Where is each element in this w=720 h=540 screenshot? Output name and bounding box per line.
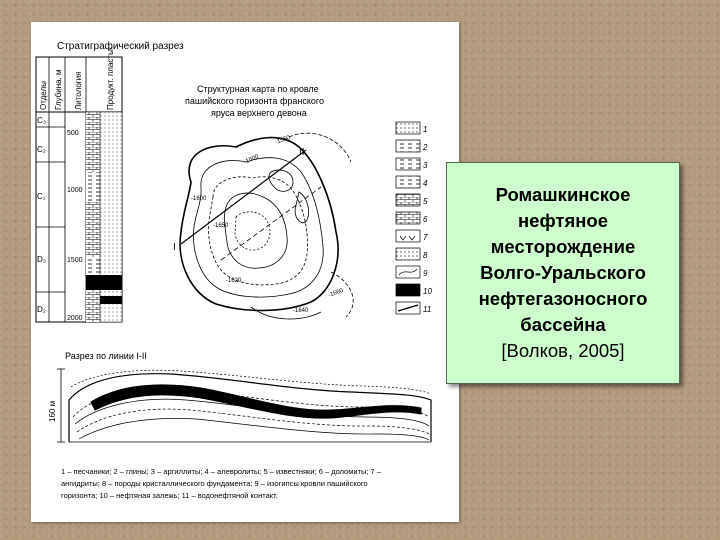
callout-line-3: месторождение [490, 236, 636, 257]
structural-map [180, 133, 353, 319]
strat-section-title: Стратиграфический разрез [57, 41, 184, 52]
legend-number: 10 [423, 287, 432, 296]
caption-line-2: ангидриты; 8 – породы кристаллического фундамента; 9 – изогипсы кровли пашийского [61, 479, 368, 488]
contour-label: -1620 [226, 278, 242, 284]
depth-label: 1500 [67, 257, 83, 264]
figure-sheet [31, 22, 459, 522]
callout-line-6: бассейна [520, 314, 606, 335]
caption-line-1: 1 – песчаники; 2 – глины; 3 – аргиллиты; 4 – алевролиты; 5 – известняки; 6 – доломиты; 7 – [61, 467, 381, 476]
legend-swatches [396, 122, 420, 314]
callout-citation: [Волков, 2005] [501, 340, 625, 361]
contour-label: -1650 [213, 223, 229, 229]
line-end-label: II [299, 147, 305, 158]
contour-label: -1600 [191, 196, 207, 202]
callout-line-5: нефтегазоносного [478, 288, 648, 309]
system-label: C₃ [37, 116, 47, 125]
cross-section-scale [57, 369, 65, 442]
legend-number: 1 [423, 125, 428, 134]
cross-section-scale-label: 160 м [48, 400, 57, 422]
legend [396, 122, 432, 314]
cross-section-title: Разрез по линии I-II [65, 351, 147, 361]
callout-line-2: нефтяное [517, 210, 609, 231]
contour-label: -1660 [327, 287, 345, 299]
legend-number: 5 [423, 197, 428, 206]
struct-map-title-2: пашийского горизонта франского [185, 96, 324, 106]
legend-number: 9 [423, 269, 428, 278]
callout-line-4: Волго-Уральского [480, 262, 646, 283]
depth-label: 2000 [67, 315, 83, 322]
cross-section [69, 370, 431, 442]
system-label: C₂ [37, 145, 46, 154]
contour-label: -1640 [293, 308, 309, 314]
col-header-lithology: Литология [74, 71, 83, 110]
contour-label: -1550 [274, 134, 292, 146]
depth-label: 500 [67, 130, 79, 137]
col-header-productive: Продукт. пласты [106, 49, 115, 110]
legend-number: 11 [423, 305, 432, 314]
col-header-depth: Глубина, м [54, 69, 63, 110]
caption-line-3: горизонта; 10 – нефтяная залежь; 11 – водонефтяной контакт. [61, 491, 278, 500]
contour-label: -1500 [243, 153, 260, 166]
figure-svg [31, 22, 459, 522]
legend-number: 3 [423, 161, 428, 170]
legend-number: 4 [423, 179, 428, 188]
system-label: D₃ [37, 255, 47, 264]
col-header-divisions: Отделы [39, 81, 48, 110]
callout-line-1: Ромашкинское [495, 184, 631, 205]
legend-number: 8 [423, 251, 428, 260]
legend-number: 7 [423, 233, 428, 242]
line-start-label: I [173, 242, 176, 253]
system-label: D₂ [37, 305, 46, 314]
legend-number: 2 [423, 143, 428, 152]
struct-map-title-1: Структурная карта по кровле [197, 84, 319, 94]
legend-number: 6 [423, 215, 428, 224]
depth-label: 1000 [67, 187, 83, 194]
system-label: C₁ [37, 192, 46, 201]
callout-box [446, 162, 680, 384]
struct-map-title-3: яруса верхнего девона [211, 108, 307, 118]
